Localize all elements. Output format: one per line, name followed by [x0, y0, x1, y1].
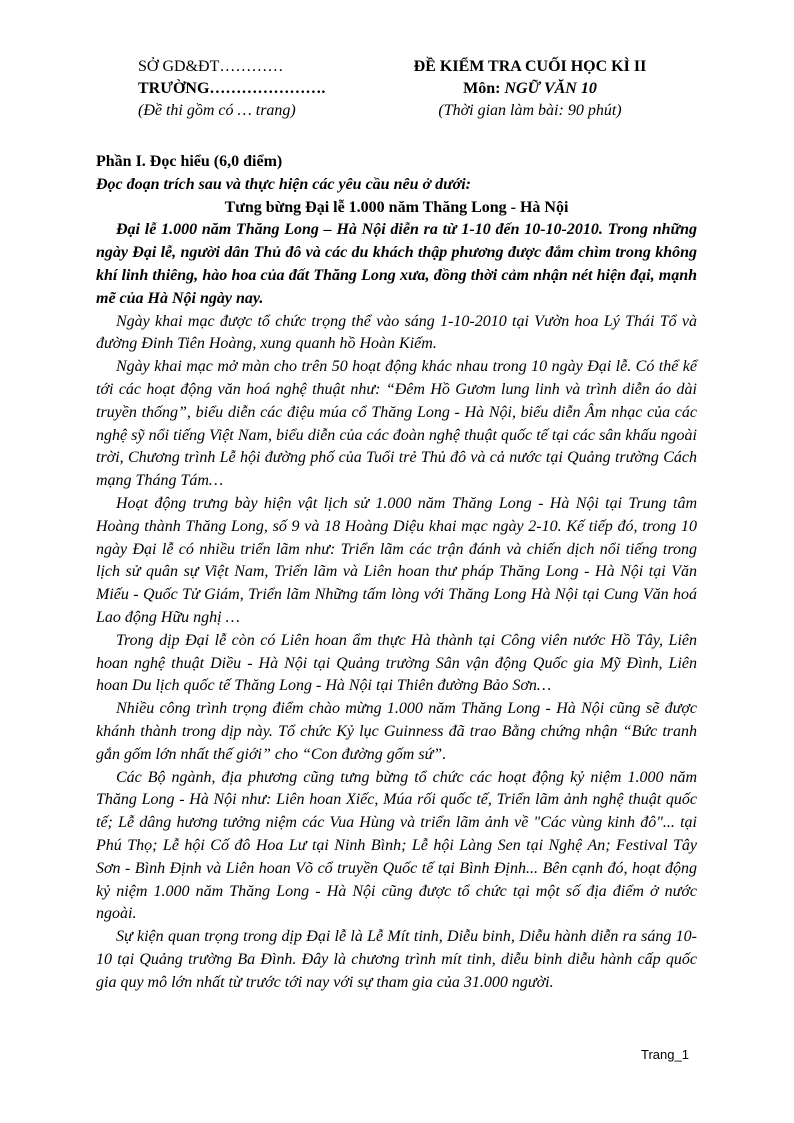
- passage-paragraph: Ngày khai mạc được tổ chức trọng thể vào sáng 1-10-2010 tại Vườn hoa Lý Thái Tổ và đường Đinh Tiên Hoàng, xung quanh hồ Hoàn Kiếm.: [96, 312, 697, 353]
- passage-lead: Đại lễ 1.000 năm Thăng Long – Hà Nội diễn ra từ 1-10 đến 10-10-2010. Trong những ngày Đại lễ, người dân Thủ đô và các du khách thập phương được đắm chìm trong không khí linh thiêng, hào hoa của đất Thăng Long xưa, đồng thời cảm nhận nét hiện đại, mạnh mẽ của Hà Nội ngày nay.: [96, 221, 697, 307]
- subject-line: [400, 78, 660, 100]
- passage-title: Tưng bừng Đại lễ 1.000 năm Thăng Long - Hà Nội: [224, 198, 569, 216]
- exam-info: [400, 56, 660, 122]
- page-count-note: (Đề thi gồm có … trang): [138, 102, 296, 119]
- time-note: (Thời gian làm bài: 90 phút): [438, 102, 622, 119]
- passage-paragraph: Nhiều công trình trọng điểm chào mừng 1.000 năm Thăng Long - Hà Nội cũng sẽ được khánh thành trong dịp này. Tổ chức Kỷ lục Guinness đã trao Bằng chứng nhận “Bức tranh gắn gốm lớn nhất thế giới” cho “Con đường gốm sứ”.: [96, 700, 697, 763]
- exam-title: ĐỀ KIỂM TRA CUỐI HỌC KÌ II: [413, 58, 647, 75]
- department-line: SỞ GD&ĐT…………: [138, 58, 284, 75]
- passage-paragraph: Các Bộ ngành, địa phương cũng tưng bừng tổ chức các hoạt động kỷ niệm 1.000 năm Thăng Long - Hà Nội như: Liên hoan Xiếc, Múa rối quốc tế, Triển lãm ảnh nghệ thuật quốc tế; Lễ dâng hương tưởng niệm các Vua Hùng và triển lãm ảnh về "Các vùng kinh đô"... tại Phú Thọ; Lễ hội Cố đô Hoa Lư tại Ninh Bình; Lễ hội Làng Sen tại Nghệ An; Festival Tây Sơn - Bình Định và Liên hoan Võ cổ truyền Quốc tế tại Bình Định... Bên cạnh đó, hoạt động kỷ niệm 1.000 năm Thăng Long - Hà Nội cũng được tổ chức tại một số địa điểm ở nước ngoài.: [96, 768, 697, 923]
- subject-label: Môn:: [463, 80, 505, 97]
- reading-section: [96, 151, 697, 994]
- passage-paragraph: Ngày khai mạc mở màn cho trên 50 hoạt động khác nhau trong 10 ngày Đại lễ. Có thể kể tới các hoạt động văn hoá nghệ thuật như: “Đêm Hồ Gươm lung linh và trình diễn áo dài truyền thống”, biểu diễn các điệu múa cổ Thăng Long - Hà Nội, biểu diễn Âm nhạc của các nghệ sỹ nổi tiếng Việt Nam, biểu diễn của các đoàn nghệ thuật quốc tế tại các sân khấu ngoài trời, Chương trình Lễ hội đường phố của Tuổi trẻ Thủ đô và cả nước tại Quảng trường Cách mạng Tháng Tám…: [96, 358, 697, 490]
- section-heading: Phần I. Đọc hiểu (6,0 điểm): [96, 153, 283, 170]
- section-instruction: Đọc đoạn trích sau và thực hiện các yêu cầu nêu ở dưới:: [96, 175, 472, 193]
- school-line: TRƯỜNG………………….: [138, 80, 326, 97]
- passage-paragraph: Hoạt động trưng bày hiện vật lịch sử 1.000 năm Thăng Long - Hà Nội tại Trung tâm Hoàng thành Thăng Long, số 9 và 18 Hoàng Diệu khai mạc ngày 2-10. Kế tiếp đó, trong 10 ngày Đại lễ có nhiều triển lãm như: Triển lãm các trận đánh và chiến dịch nổi tiếng trong lịch sử quân sự Việt Nam, Triển lãm và Liên hoan thư pháp Thăng Long - Hà Nội tại Văn Miếu - Quốc Tử Giám, Triển lãm Những tấm lòng với Thăng Long Hà Nội tại Cung Văn hoá Lao động Hữu nghị …: [96, 494, 697, 626]
- passage-paragraph: Trong dịp Đại lễ còn có Liên hoan ẩm thực Hà thành tại Công viên nước Hồ Tây, Liên hoan nghệ thuật Diều - Hà Nội tại Quảng trường Sân vận động Quốc gia Mỹ Đình, Liên hoan Du lịch quốc tế Thăng Long - Hà Nội tại Thiên đường Bảo Sơn…: [96, 631, 697, 695]
- page-number: Trang_1: [641, 1047, 689, 1062]
- school-info: [138, 56, 325, 122]
- subject-value: NGỮ VĂN 10: [504, 80, 597, 97]
- exam-header: [0, 56, 794, 126]
- passage-paragraph: Sự kiện quan trọng trong dịp Đại lễ là Lễ Mít tinh, Diễu binh, Diễu hành diễn ra sáng 10-10 tại Quảng trường Ba Đình. Đây là chương trình mít tinh, diễu binh diễu hành cấp quốc gia quy mô lớn nhất từ trước tới nay với sự tham gia của 31.000 người.: [96, 928, 697, 991]
